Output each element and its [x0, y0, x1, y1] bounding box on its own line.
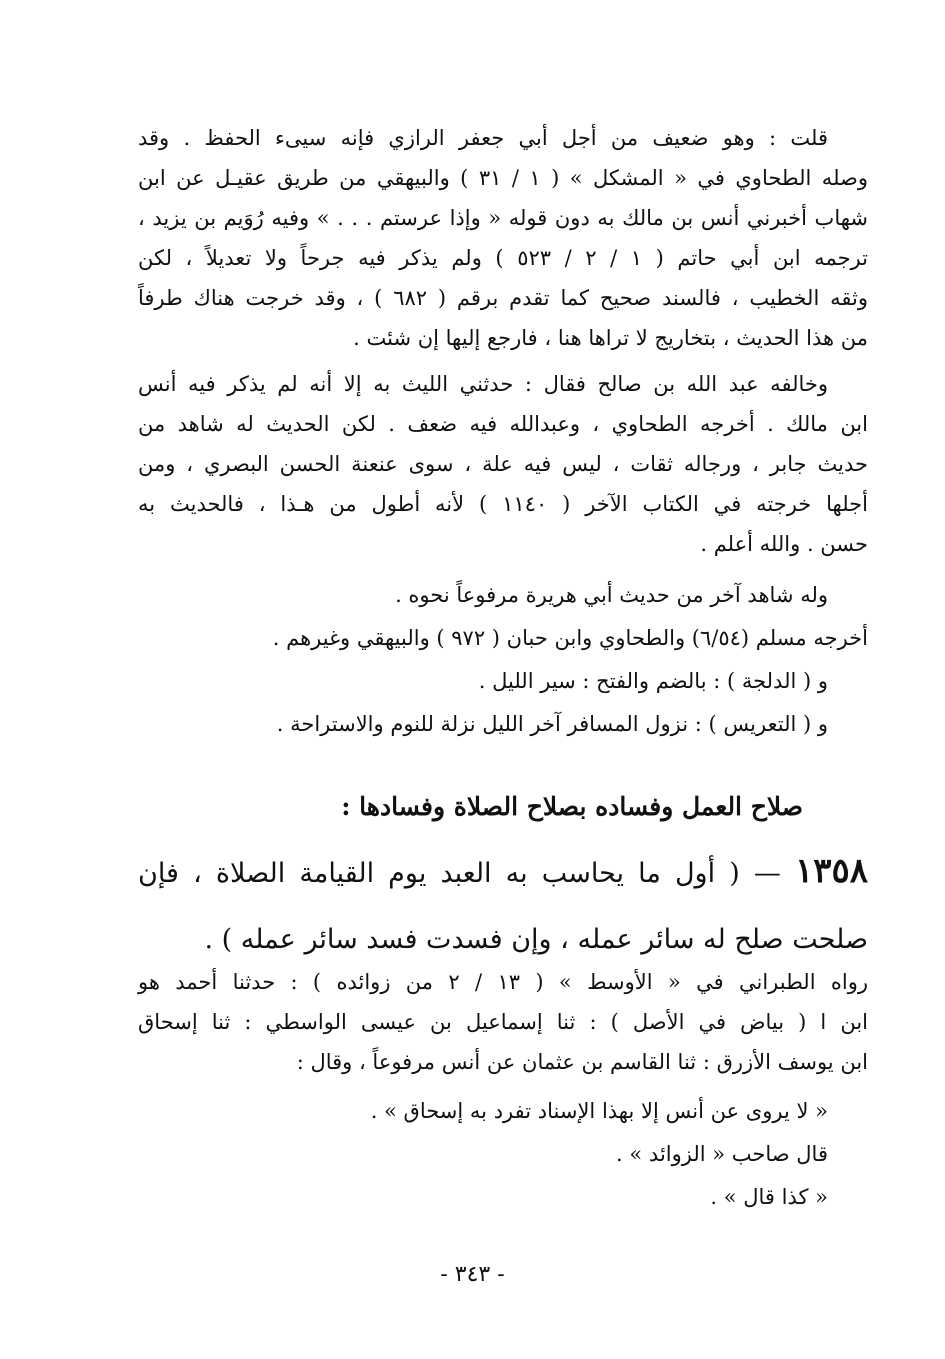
text-line: ترجمه ابن أبي حاتم ( ١ / ٢ / ٥٢٣ ) ولم يذكر فيه جرحاً ولا تعديلاً ، لكن — [138, 246, 868, 270]
quote-line: قال صاحب « الزوائد » . — [616, 1142, 828, 1166]
notes-block — [138, 574, 868, 746]
paragraph-commentary-1 — [138, 118, 868, 358]
text-line: أجلها خرجته في الكتاب الآخر ( ١١٤٠ ) لأنه أطول من هـذا ، فالحديث به — [138, 492, 868, 516]
text-line: وخالفه عبد الله بن صالح فقال : حدثني الليث به إلا أنه لم يذكر فيه أنس — [138, 372, 828, 396]
quote-line: « لا يروى عن أنس إلا بهذا الإسناد تفرد به إسحاق » . — [370, 1099, 828, 1123]
text-line: ابن مالك . أخرجه الطحاوي ، وعبدالله فيه ضعف . لكن الحديث له شاهد من — [138, 412, 868, 436]
text-line: ابن يوسف الأزرق : ثنا القاسم بن عثمان عن أنس مرفوعاً ، وقال : — [296, 1050, 868, 1074]
section-heading: صلاح العمل وفساده بصلاح الصلاة وفسادها : — [341, 792, 803, 821]
page-number: - ٣٤٣ - — [440, 1262, 505, 1287]
text-line: قلت : وهو ضعيف من أجل أبي جعفر الرازي فإنه سيىء الحفظ . وقد — [138, 126, 828, 150]
hadith-number: ١٣٥٨ — [794, 851, 868, 891]
note-line: أخرجه مسلم (٦/٥٤) والطحاوي وابن حبان ( ٩٧٢ ) والبيهقي وغيرهم . — [272, 626, 868, 650]
text-line: من هذا الحديث ، بتخاريج لا تراها هنا ، فارجع إليها إن شئت . — [353, 326, 868, 350]
quote-line: « كذا قال » . — [710, 1185, 828, 1209]
takhrij-block — [138, 962, 868, 1082]
paragraph-commentary-2 — [138, 364, 868, 564]
text-line: حديث جابر ، ورجاله ثقات ، ليس فيه علة ، سوى عنعنة الحسن البصري ، ومن — [138, 452, 868, 476]
hadith-line-2: صلحت صلح له سائر عمله ، وإن فسدت فسد سائر عمله ) . — [204, 924, 868, 955]
text-line: ابن ا ( بياض في الأصل ) : ثنا إسماعيل بن عيسى الواسطي : ثنا إسحاق — [138, 1010, 868, 1034]
text-line: وثقه الخطيب ، فالسند صحيح كما تقدم برقم ( ٦٨٢ ) ، وقد خرجت هناك طرفاً — [138, 286, 868, 310]
text-line: رواه الطبراني في « الأوسط » ( ١٣ / ٢ من زوائده ) : حدثنا أحمد هو — [138, 970, 869, 994]
text-line: حسن . والله أعلم . — [700, 532, 868, 556]
text-line: شهاب أخبرني أنس بن مالك به دون قوله « وإذا عرستم . . . » وفيه رُوَيم بن يزيد ، — [138, 206, 868, 230]
note-line: و ( الدلجة ) : بالضم والفتح : سير الليل . — [478, 669, 828, 693]
hadith-block — [138, 838, 868, 973]
note-line: و ( التعريس ) : نزول المسافر آخر الليل نزلة للنوم والاستراحة . — [276, 712, 828, 736]
note-line: وله شاهد آخر من حديث أبي هريرة مرفوعاً نحوه . — [395, 583, 828, 607]
quotes-block — [138, 1090, 868, 1219]
hadith-text-1: — ( أول ما يحاسب به العبد يوم القيامة الصلاة ، فإن — [138, 858, 781, 889]
hadith-line-1 — [138, 838, 868, 907]
text-line: وصله الطحاوي في « المشكل » ( ١ / ٣١ ) والبيهقي من طريق عقيـل عن ابن — [138, 166, 868, 190]
